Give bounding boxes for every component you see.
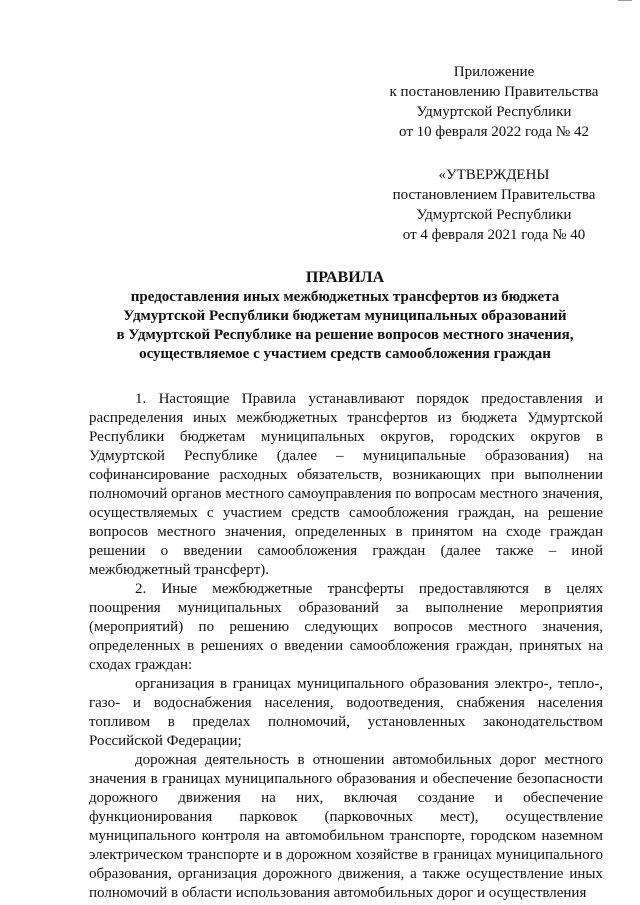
approved-line: Удмуртской Республики (416, 207, 572, 223)
approved-line: постановлением Правительства (392, 187, 596, 203)
appendix-line: Приложение (453, 64, 535, 80)
document-body (89, 390, 603, 903)
body-paragraph: организация в границах муниципального образования электро-, тепло-, газо- и водоснабжения населения, водоотведения, снабжения населения топливом в пределах полномочий, установленных законодательством Российской Федерации; (89, 676, 603, 749)
appendix-line: к постановлению Правительства (389, 84, 599, 100)
approved-line: «УТВЕРЖДЕНЫ (438, 167, 550, 183)
body-paragraph: 1. Настоящие Правила устанавливают порядок предоставления и распределения иных межбюджетных трансфертов из бюджета Удмуртской Республики бюджетам муниципальных округов, городских округов в Удмуртской Республике (далее – муниципальные образования) на софинансирование расходных обязательств, возникающих при выполнении полномочий органов местного самоуправления по вопросам местного значения, осуществляемых с участием средств самообложения граждан, на решение вопросов местного значения, определенных в принятом на сходе граждан решении о введении самообложения граждан (далее также – иной межбюджетный трансферт). (89, 391, 603, 578)
title-subtitle-line: предоставления иных межбюджетных трансфертов из бюджета (130, 289, 560, 305)
approved-header (384, 165, 604, 245)
title-subtitle-line: Удмуртской Республики бюджетам муниципальных образований (123, 308, 567, 324)
title-main: ПРАВИЛА (305, 269, 385, 286)
title-subtitle-line: осуществляемое с участием средств самообложения граждан (139, 346, 551, 362)
appendix-line: от 10 февраля 2022 года № 42 (399, 124, 589, 140)
document-title (100, 268, 590, 364)
corner-mark (618, 0, 632, 1)
appendix-line: Удмуртской Республики (416, 104, 572, 120)
body-paragraph: дорожная деятельность в отношении автомобильных дорог местного значения в границах муниципального образования и обеспечение безопасности дорожного движения на них, включая создание и обеспечение функционирования парковок (парковочных мест), осуществление муниципального контроля на автомобильном транспорте, городском наземном электрическом транспорте и в дорожном хозяйстве в границах муниципального образования, организация дорожного движения, а также осуществление иных полномочий в области использования автомобильных дорог и осуществления (89, 752, 603, 901)
appendix-header (384, 62, 604, 142)
title-subtitle-line: в Удмуртской Республике на решение вопросов местного значения, (116, 327, 574, 343)
approved-line: от 4 февраля 2021 года № 40 (402, 227, 586, 243)
body-paragraph: 2. Иные межбюджетные трансферты предоставляются в целях поощрения муниципальных образований за выполнение мероприятия (мероприятий) по решению следующих вопросов местного значения, определенных в решениях о введении самообложения граждан, принятых на сходах граждан: (89, 581, 603, 673)
